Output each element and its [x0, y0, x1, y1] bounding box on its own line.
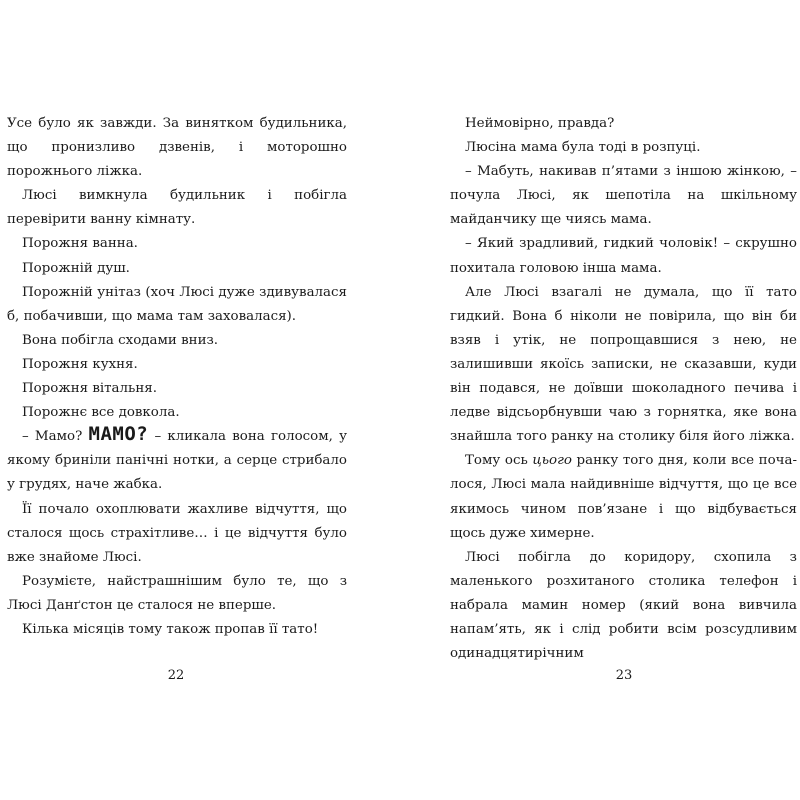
text-span: Тому ось: [465, 453, 533, 469]
paragraph: Розумієте, найстрашнішим було те, що з Люсі Данґстон це сталося не вперше.: [7, 573, 347, 613]
paragraph: – Мабуть, накивав п’ятами з іншою жінкою, – почула Люсі, як шепотіла на шкільному майданчику ще чиясь мама.: [450, 164, 797, 228]
page-number-right: 23: [615, 668, 633, 683]
paragraph-tomu: [450, 449, 797, 545]
paragraph: Порожня кухня.: [22, 356, 138, 372]
paragraph: Порожня ванна.: [22, 236, 138, 252]
page-number-left: 22: [167, 668, 185, 683]
paragraph: Люсіна мама була тоді в розпуці.: [465, 140, 701, 156]
shout-text: МАМО?: [88, 423, 149, 446]
paragraph: Порожній душ.: [22, 260, 130, 276]
paragraph: Усе було як завжди. За винятком будильника, що пронизливо дзвенів, і моторошно порожнього ліжка.: [7, 116, 347, 180]
paragraph: Але Люсі взагалі не думала, що її тато гидкий. Вона б ніколи не повірила, що він би взяв і утік, не попрощавшися з нею, не залишивши якоїсь записки, не сказавши, куди він подався, не доївши шоколадного печива і ледве відсьорбнувши чаю з горнятка, яке вона знайшла того ранку на столику біля його ліжка.: [450, 284, 797, 445]
paragraph: – Який зрадливий, гидкий чоловік! – скрушно похитала головою інша мама.: [450, 236, 797, 276]
paragraph: Порожнє все довкола.: [22, 405, 180, 421]
paragraph: Кілька місяців тому також пропав її тато!: [22, 621, 319, 637]
paragraph: Порожній унітаз (хоч Люсі дуже здивувалася б, побачивши, що мама там заховалася).: [7, 284, 347, 324]
paragraph: Люсі вимкнула будильник і побігла перевірити ванну кімнату.: [7, 188, 347, 228]
text-span: ранку того дня, коли все почалося, Люсі мала найдивніше відчуття, що це все якимось чином пов’язане і що відбувається щось дуже химерне.: [450, 453, 797, 541]
paragraph: Люсі побігла до коридору, схопила з маленького розхитаного столика телефон і набрала мамин номер (який вона вивчила напам’ять, як і слід робити всім розсудливим одинадцятирічним: [450, 549, 797, 662]
paragraph: Її почало охоплювати жахливе відчуття, що сталося щось страхітливе… і це відчуття було вже знайоме Люсі.: [7, 501, 347, 565]
emphasis-text: цього: [532, 453, 572, 469]
left-page-text: [7, 112, 347, 642]
paragraph: Вона побігла сходами вниз.: [22, 332, 219, 348]
right-page-text: [450, 112, 797, 666]
text-span: – кликала вона голосом, у якому бриніли панічні нотки, а серце стрибало у грудях, наче жабка.: [7, 429, 347, 493]
paragraph: Порожня вітальня.: [22, 381, 157, 397]
text-span: – Мамо?: [22, 429, 89, 445]
paragraph-mamo: [7, 425, 347, 497]
paragraph: Неймовірно, правда?: [465, 116, 615, 131]
